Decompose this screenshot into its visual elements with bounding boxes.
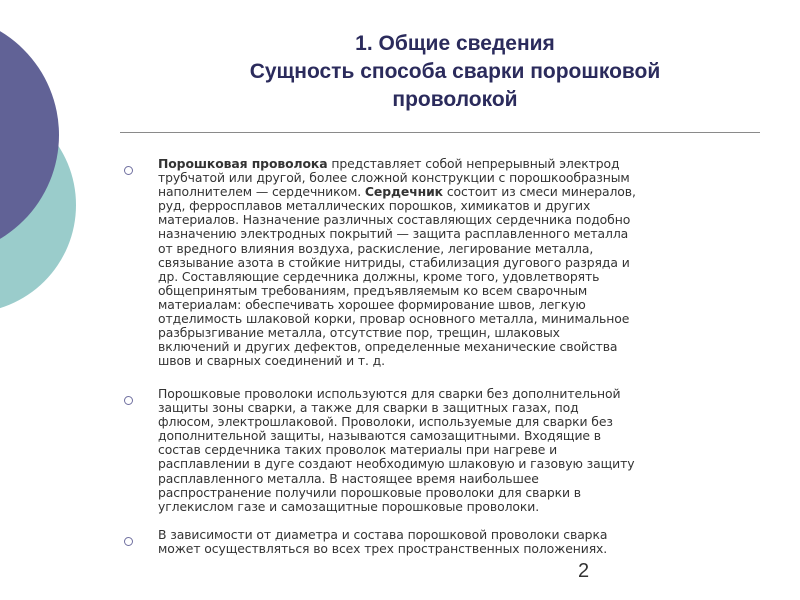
- bullet-circle-icon: [124, 537, 133, 546]
- text-line: разбрызгивание металла, отсутствие пор, трещин, шлаковых: [158, 325, 560, 341]
- text-line: материалам: обеспечивать хорошее формирование швов, легкую: [158, 296, 586, 312]
- text-line: [158, 157, 773, 171]
- text-line: отделимость шлаковой корки, провар основного металла, минимальное: [158, 311, 630, 327]
- title-line: проволокой: [392, 88, 518, 111]
- bold-term: Порошковая проволока: [158, 156, 328, 171]
- bullet-paragraph: [158, 387, 773, 514]
- text-line: связывание азота в стойкие нитриды, стабилизация дугового разряда и: [158, 254, 630, 270]
- text-line: дополнительной защиты, называются самозащитными. Входящие в: [158, 428, 601, 444]
- text-line: расплавленного металла. В настоящее время наибольшее: [158, 470, 539, 486]
- text-line: швов и сварных соединений и т. д.: [158, 353, 385, 369]
- bold-term: Сердечник: [364, 184, 443, 200]
- text: представляет собой непрерывный электрод: [331, 156, 620, 171]
- text-line: может осуществляться во всех трех пространственных положениях.: [158, 541, 608, 557]
- bullet-paragraph: [158, 528, 773, 556]
- text-line: назначению электродных покрытий — защита расплавленного металла: [158, 226, 629, 242]
- text-line: флюсом, электрошлаковой. Проволоки, используемые для сварки без: [158, 414, 613, 430]
- text: наполнителем — сердечником.: [158, 184, 362, 200]
- text-line: защиты зоны сварки, а также для сварки в защитных газах, под: [158, 400, 579, 416]
- bullet-paragraph: [158, 157, 773, 368]
- text-line: материалов. Назначение различных составляющих сердечника подобно: [158, 212, 631, 228]
- text-line: руд, ферросплавов металлических порошков, химикатов и других: [158, 198, 591, 214]
- text: состоит из смеси минералов,: [446, 184, 636, 200]
- page-number: 2: [578, 560, 590, 582]
- text-line: распространение получили порошковые проволоки для сварки в: [158, 484, 581, 500]
- text-line: расплавлении в дуге создают необходимую шлаковую и газовую защиту: [158, 456, 635, 472]
- text-line: состав сердечника таких проволок материалы при нагреве и: [158, 442, 558, 458]
- text-line: включений и других дефектов, определенные механические свойства: [158, 339, 618, 355]
- text-line: от вредного влияния воздуха, раскисление, легирование металла,: [158, 240, 594, 256]
- title-line: 1. Общие сведения: [355, 32, 555, 55]
- text-line: общепринятым требованиям, предъявляемым ко всем сварочным: [158, 282, 588, 298]
- text-line: углекислом газе и самозащитные порошковые проволоки.: [158, 498, 540, 514]
- text-line: др. Составляющие сердечника должны, кроме того, удовлетворять: [158, 268, 600, 284]
- text-line: В зависимости от диаметра и состава порошковой проволоки сварка: [158, 527, 608, 542]
- text-line: трубчатой или другой, более сложной конструкции с порошкообразным: [158, 170, 630, 186]
- text-line: [158, 185, 773, 199]
- text-line: Порошковые проволоки используются для сварки без дополнительной: [158, 386, 621, 401]
- bullet-circle-icon: [124, 166, 133, 175]
- title-line: Сущность способа сварки порошковой: [249, 60, 661, 83]
- bullet-circle-icon: [124, 396, 133, 405]
- decorative-circles: [0, 0, 80, 320]
- slide-title: [150, 30, 760, 114]
- title-divider: [120, 132, 760, 133]
